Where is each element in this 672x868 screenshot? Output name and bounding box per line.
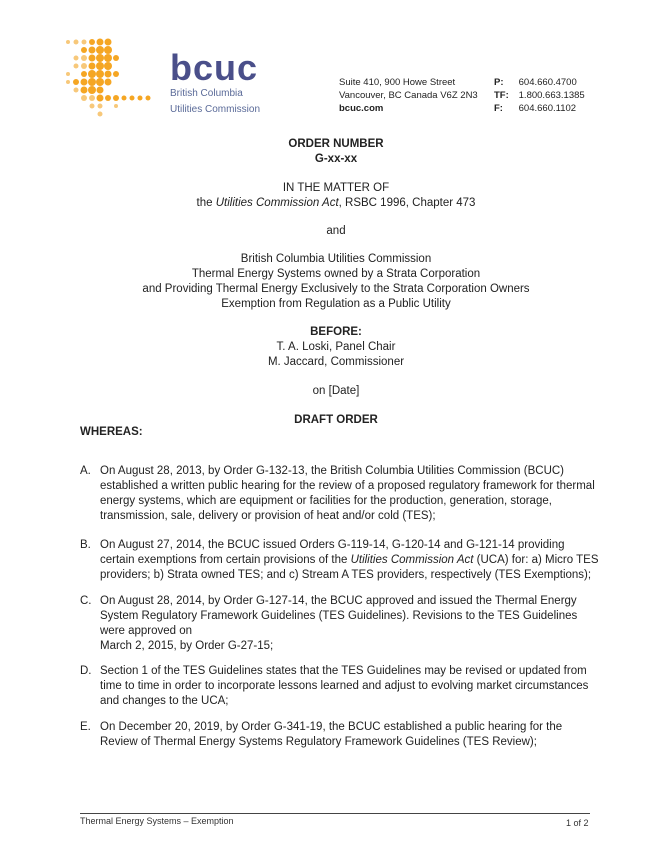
fax-row xyxy=(494,102,585,115)
clause-letter: D. xyxy=(80,665,92,677)
tollfree-label: TF: xyxy=(494,90,509,101)
page-number: 1 of 2 xyxy=(566,818,589,828)
clause-text-continued: March 2, 2015, by Order G-27-15; xyxy=(100,640,274,652)
before-label: BEFORE: xyxy=(310,326,362,338)
order-date: on [Date] xyxy=(312,385,360,397)
fax-value: 604.660.1102 xyxy=(518,103,577,114)
address-line-1: Suite 410, 900 Howe Street xyxy=(339,77,456,88)
clause-e xyxy=(80,720,600,750)
logo-subtitle-2: Utilities Commission xyxy=(170,104,261,115)
party-line-2: Thermal Energy Systems owned by a Strata Corporation xyxy=(191,268,481,280)
clause-text: Section 1 of the TES Guidelines states that the TES Guidelines may be revised or updated from time to time in order to incorporate lessons learned and adjust to evolving market circumstances and changes to the UCA; xyxy=(100,665,589,707)
contact-block xyxy=(494,76,585,115)
footer-title: Thermal Energy Systems – Exemption xyxy=(80,816,234,826)
website-link[interactable]: bcuc.com xyxy=(339,103,384,114)
clause-letter: E. xyxy=(80,721,91,733)
logo-subtitle-1: British Columbia xyxy=(170,88,243,99)
order-heading: ORDER NUMBER xyxy=(288,138,384,150)
draft-order-title: DRAFT ORDER xyxy=(294,414,378,426)
clause-letter: B. xyxy=(80,539,91,551)
fax-label: F: xyxy=(494,103,503,114)
clause-text: On December 20, 2019, by Order G-341-19, the BCUC established a public hearing for the Review of Thermal Energy Systems Regulatory Framework Guidelines (TES Review); xyxy=(100,721,563,748)
address-block xyxy=(339,76,478,115)
tollfree-row xyxy=(494,89,585,102)
party-line-3: and Providing Thermal Energy Exclusively to the Strata Corporation Owners xyxy=(142,283,530,295)
bcuc-logo-dots xyxy=(62,36,162,118)
panel-member-1: T. A. Loski, Panel Chair xyxy=(276,341,396,353)
clause-letter: C. xyxy=(80,595,92,607)
phone-value: 604.660.4700 xyxy=(518,77,577,88)
clause-letter: A. xyxy=(80,465,91,477)
phone-row xyxy=(494,76,585,89)
bcuc-logo-text xyxy=(170,47,261,116)
clause-d xyxy=(80,664,600,709)
phone-label: P: xyxy=(494,77,504,88)
address-line-2: Vancouver, BC Canada V6Z 2N3 xyxy=(339,90,478,101)
clause-text: On August 28, 2014, by Order G-127-14, the BCUC approved and issued the Thermal Energy System Regulatory Framework Guidelines (TES Guidelines). Revisions to the TES Guidelines were approved on xyxy=(100,595,578,637)
and-text: and xyxy=(326,225,346,237)
logo-name: bcuc xyxy=(170,47,259,88)
tollfree-value: 1.800.663.1385 xyxy=(518,90,585,101)
party-line-1: British Columbia Utilities Commission xyxy=(240,253,432,265)
clause-text-post: (UCA) for: a) Micro TES providers; b) Strata owned TES; and c) Stream A TES providers, respectively (TES Exemptions); xyxy=(100,554,599,581)
matter-suffix: , RSBC 1996, Chapter 473 xyxy=(338,197,476,209)
footer-divider xyxy=(80,813,590,814)
clause-b xyxy=(80,538,600,583)
clause-text xyxy=(100,538,600,583)
clause-text-pre: On August 27, 2014, the BCUC issued Orders G-119-14, G-120-14 and G-121-14 providing certain exemptions from certain provisions of the xyxy=(100,539,565,566)
matter-line-1: IN THE MATTER OF xyxy=(282,182,390,194)
matter-line-2 xyxy=(0,196,672,211)
panel-member-2: M. Jaccard, Commissioner xyxy=(267,356,405,368)
matter-act: Utilities Commission Act xyxy=(215,197,339,209)
clause-a xyxy=(80,464,600,524)
clause-text: On August 28, 2013, by Order G-132-13, the British Columbia Utilities Commission (BCUC) established a written public hearing for the review of a proposed regulatory framework for thermal energy systems, which are equipment or facilities for the production, generation, storage, transmission, sale, delivery or provision of heat and/or cold (TES); xyxy=(100,465,595,522)
whereas-heading: WHEREAS: xyxy=(80,426,143,438)
party-line-4: Exemption from Regulation as a Public Utility xyxy=(221,298,451,310)
clause-c xyxy=(80,594,600,654)
clause-act-title: Utilities Commission Act xyxy=(350,554,474,566)
matter-prefix: the xyxy=(196,197,216,209)
order-number: G-xx-xx xyxy=(314,153,358,165)
